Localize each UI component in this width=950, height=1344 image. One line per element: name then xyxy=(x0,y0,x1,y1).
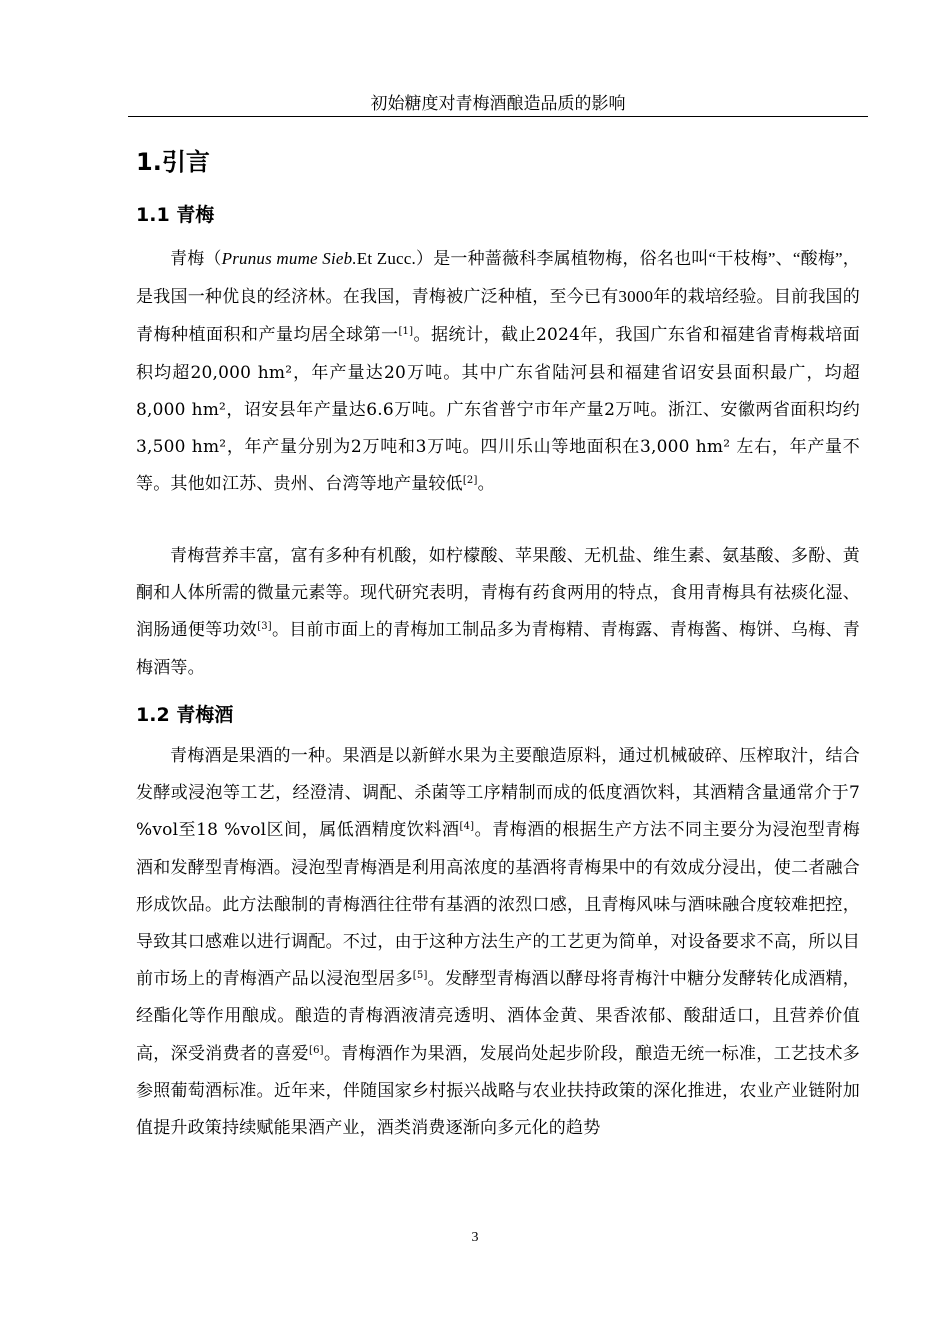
subsection-heading-qingmei-wine: 1.2 青梅酒 xyxy=(136,704,234,726)
text-run: 青梅（ xyxy=(170,249,222,269)
text-run: 。据统计，截止2024年，我国广东省和福建省青梅栽培面积均超20,000 hm²，年产量达20万吨。其中广东省陆河县和福建省诏安县面积最广，均超8,000 hm²，诏安县年产量达6.6万吨。广东省普宁市年产量2万吨。浙江、安徽两省面积均约3,500 hm²，年产量分别为2万吨和3万吨。四川乐山等地面积在3,000 hm² 左右，年产量不等。其他如江苏、贵州、台湾等地产量较低 xyxy=(136,325,860,495)
citation-4: [4] xyxy=(459,821,475,833)
citation-2: [2] xyxy=(462,475,478,487)
citation-1: [1] xyxy=(398,326,414,338)
citation-5: [5] xyxy=(412,970,428,982)
paragraph-qingmei-nutrition xyxy=(136,538,860,687)
text-run: Et Zucc.）是一种蔷薇科李属植物梅，俗名也叫“干枝梅”、“酸梅”，是我国一种优良的经济林。在我国，青梅被广泛种植，至今已有3000年的栽培经验。目前我国的青梅种植面积和产量均居全球第一 xyxy=(136,249,860,345)
text-run: 青梅营养丰富，富有多种有机酸，如柠檬酸、苹果酸、无机盐、维生素、氨基酸、多酚、黄酮和人体所需的微量元素等。现代研究表明，青梅有药食两用的特点，食用青梅具有祛痰化湿、润肠通便等功效 xyxy=(136,546,860,641)
text-run: 。发酵型青梅酒以酵母将青梅汁中糖分发酵转化成酒精，经酯化等作用酿成。酿造的青梅酒液清亮透明、酒体金黄、果香浓郁、酸甜适口，且营养价值高，深受消费者的喜爱 xyxy=(136,969,861,1064)
paragraph-qingmei-intro xyxy=(136,240,860,503)
text-run: 。目前市面上的青梅加工制品多为青梅精、青梅露、青梅酱、梅饼、乌梅、青梅酒等。 xyxy=(136,620,860,678)
citation-6: [6] xyxy=(308,1044,324,1056)
header-rule xyxy=(128,116,868,117)
text-run: 。青梅酒的根据生产方法不同主要分为浸泡型青梅酒和发酵型青梅酒。浸泡型青梅酒是利用高浓度的基酒将青梅果中的有效成分浸出，使二者融合形成饮品。此方法酿制的青梅酒往往带有基酒的浓烈口感，且青梅风味与酒味融合度较难把控，导致其口感难以进行调配。不过，由于这种方法生产的工艺更为简单，对设备要求不高，所以目前市场上的青梅酒产品以浸泡型居多 xyxy=(136,820,860,990)
text-run: 。青梅酒作为果酒，发展尚处起步阶段，酿造无统一标准，工艺技术多参照葡萄酒标准。近年来，伴随国家乡村振兴战略与农业扶持政策的深化推进，农业产业链附加值提升政策持续赋能果酒产业，酒类消费逐渐向多元化的趋势 xyxy=(136,1043,860,1139)
paragraph-qingmei-wine xyxy=(136,738,860,1147)
text-run: 。 xyxy=(477,474,495,495)
text-run: 青梅酒是果酒的一种。果酒是以新鲜水果为主要酿造原料，通过机械破碎、压榨取汁，结合发酵或浸泡等工艺，经澄清、调配、杀菌等工序精制而成的低度酒饮料，其酒精含量通常介于7 %vol至18 %vol区间，属低酒精度饮料酒 xyxy=(136,746,860,841)
section-heading-introduction: 1.引言 xyxy=(136,148,210,176)
running-header: 初始糖度对青梅酒酿造品质的影响 xyxy=(370,94,626,114)
subsection-heading-qingmei: 1.1 青梅 xyxy=(136,204,215,226)
species-name: Prunus mume Sieb. xyxy=(221,249,357,268)
citation-3: [3] xyxy=(257,621,272,633)
page-number: 3 xyxy=(471,1230,479,1245)
